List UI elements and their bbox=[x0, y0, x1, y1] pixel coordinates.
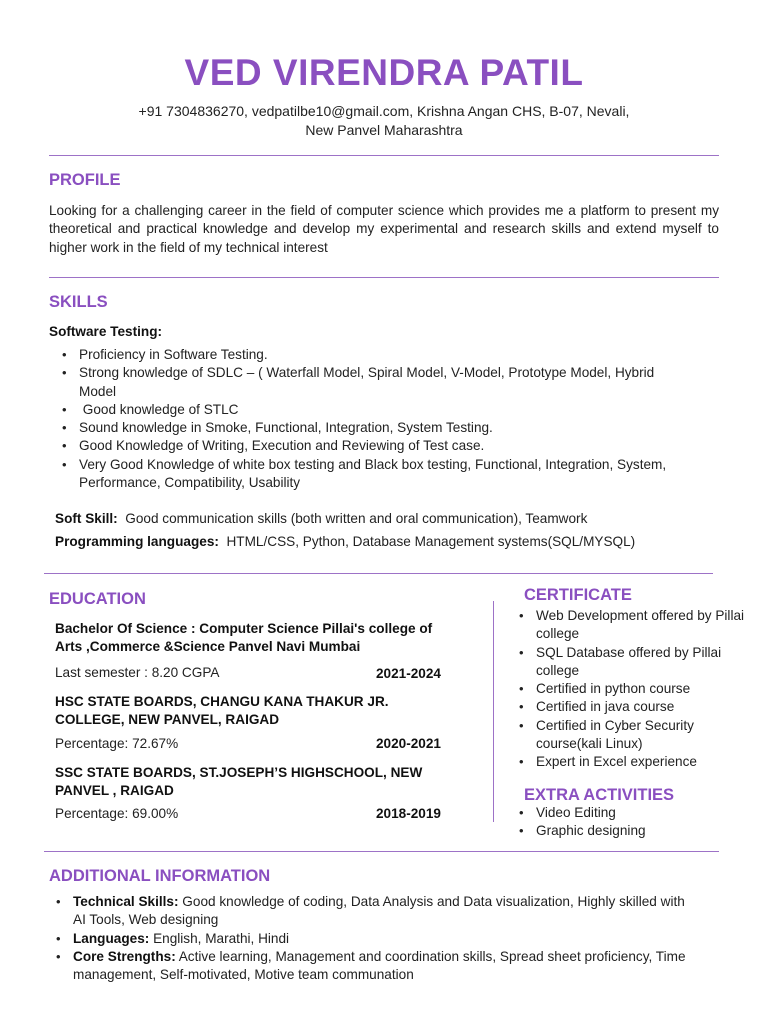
programming-languages-line bbox=[55, 533, 635, 551]
education-title: EDUCATION bbox=[49, 590, 146, 608]
extra-activities-list bbox=[536, 804, 751, 841]
extra-activities-title: EXTRA ACTIVITIES bbox=[524, 786, 675, 804]
certificate-list bbox=[536, 607, 751, 772]
list-item: • Certified in java course bbox=[536, 698, 751, 716]
column-divider bbox=[493, 601, 494, 822]
programming-languages-value: HTML/CSS, Python, Database Management systems(SQL/MYSQL) bbox=[226, 534, 636, 549]
divider-skills bbox=[44, 573, 713, 574]
list-item: • Very Good Knowledge of white box testing and Black box testing, Functional, Integration, System, Performance, Compatibility, Usability bbox=[79, 456, 689, 493]
soft-skill-line bbox=[55, 510, 587, 528]
list-item: • Sound knowledge in Smoke, Functional, Integration, System Testing. bbox=[79, 419, 689, 437]
profile-text: Looking for a challenging career in the field of computer science which provides me a platform to present my theoretical and practical knowledge and develop my experimental and research skills and extend myself to higher work in the field of my technical interest bbox=[49, 203, 719, 255]
list-item: • Proficiency in Software Testing. bbox=[79, 346, 689, 364]
education-entry-detail: Last semester : 8.20 CGPA bbox=[55, 665, 220, 680]
soft-skill-value: Good communication skills (both written and oral communication), Teamwork bbox=[125, 511, 588, 526]
technical-skills-label: Technical Skills: bbox=[73, 894, 179, 909]
programming-languages-label: Programming languages: bbox=[55, 534, 219, 549]
list-item: • Video Editing bbox=[536, 804, 751, 822]
languages-value: English, Marathi, Hindi bbox=[149, 930, 290, 946]
skills-list bbox=[79, 346, 689, 492]
profile-title: PROFILE bbox=[49, 171, 121, 189]
list-item: • Expert in Excel experience bbox=[536, 753, 751, 771]
additional-info-list bbox=[73, 893, 693, 984]
contact-line-1: +91 7304836270, vedpatilbe10@gmail.com, Krishna Angan CHS, B-07, Nevali, bbox=[138, 103, 630, 119]
education-entry-years: 2018-2019 bbox=[375, 806, 441, 821]
list-item: • Certified in Cyber Security course(kali Linux) bbox=[536, 717, 751, 754]
education-entry-heading: Bachelor Of Science : Computer Science Pillai's college of Arts ,Commerce &Science Panvel Navi Mumbai bbox=[55, 621, 433, 655]
divider-header bbox=[49, 155, 719, 156]
additional-info-title: ADDITIONAL INFORMATION bbox=[49, 867, 271, 885]
divider-profile bbox=[49, 277, 719, 278]
education-entry-heading: HSC STATE BOARDS, CHANGU KANA THAKUR JR. COLLEGE, NEW PANVEL, RAIGAD bbox=[55, 694, 389, 728]
list-item: • Graphic designing bbox=[536, 822, 751, 840]
contact-info bbox=[0, 102, 768, 140]
education-entry-detail: Percentage: 69.00% bbox=[55, 806, 179, 821]
list-item: • Strong knowledge of SDLC – ( Waterfall Model, Spiral Model, V-Model, Prototype Model, Hybrid Model bbox=[79, 364, 689, 401]
core-strengths-value: Active learning, Management and coordination skills, Spread sheet proficiency, Time management, Self-motivated, Motive team communation bbox=[73, 948, 686, 983]
certificate-title: CERTIFICATE bbox=[524, 586, 632, 604]
list-item bbox=[73, 893, 693, 930]
list-item: • Good knowledge of STLC bbox=[79, 401, 689, 419]
contact-line-2: New Panvel Maharashtra bbox=[305, 122, 463, 138]
resume-name: VED VIRENDRA PATIL bbox=[184, 52, 584, 93]
software-testing-label: Software Testing: bbox=[49, 324, 163, 339]
languages-label: Languages: bbox=[73, 930, 150, 946]
education-entry-detail: Percentage: 72.67% bbox=[55, 736, 179, 751]
list-item: • Web Development offered by Pillai college bbox=[536, 607, 751, 644]
list-item bbox=[73, 948, 693, 985]
list-item bbox=[73, 930, 693, 948]
list-item: • Certified in python course bbox=[536, 680, 751, 698]
list-item: • SQL Database offered by Pillai college bbox=[536, 644, 751, 681]
list-item: • Good Knowledge of Writing, Execution and Reviewing of Test case. bbox=[79, 437, 689, 455]
education-entry-heading: SSC STATE BOARDS, ST.JOSEPH’S HIGHSCHOOL, NEW PANVEL , RAIGAD bbox=[55, 765, 423, 799]
skills-title: SKILLS bbox=[49, 293, 108, 311]
soft-skill-label: Soft Skill: bbox=[55, 511, 118, 526]
core-strengths-label: Core Strengths: bbox=[73, 948, 176, 964]
divider-education bbox=[44, 851, 719, 852]
education-entry-years: 2021-2024 bbox=[375, 666, 441, 681]
education-entry-years: 2020-2021 bbox=[375, 736, 441, 751]
technical-skills-value: Good knowledge of coding, Data Analysis and Data visualization, Highly skilled with AI Tools, Web designing bbox=[73, 894, 685, 928]
